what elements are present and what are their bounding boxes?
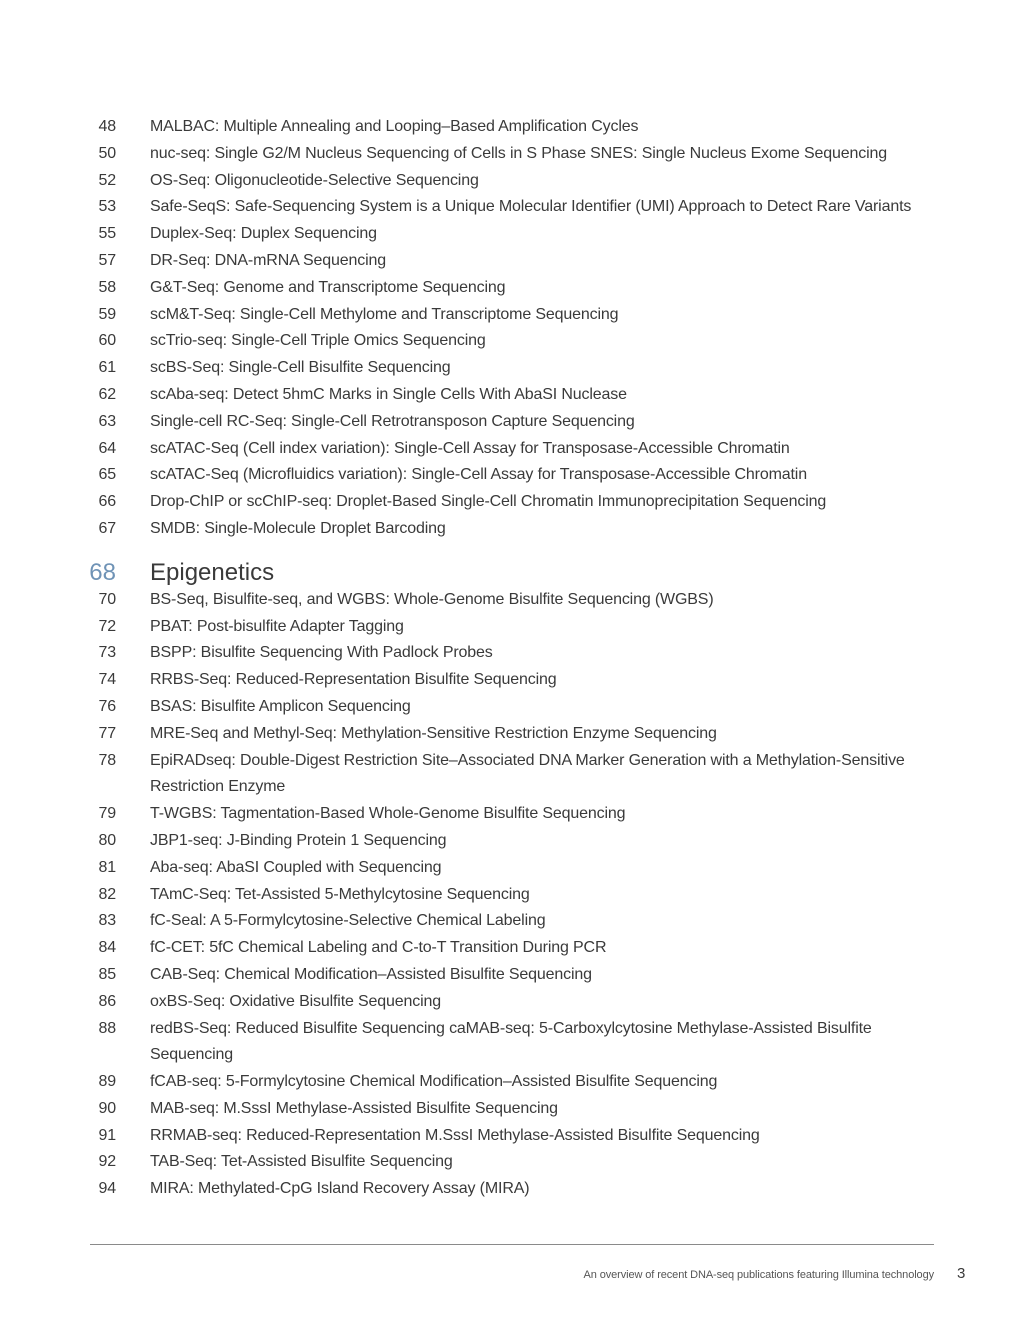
toc-list-section — [90, 587, 940, 1203]
toc-entry-title: TAB-Seq: Tet-Assisted Bisulfite Sequencing — [150, 1153, 453, 1171]
toc-entry[interactable] — [90, 614, 940, 641]
footer-text: An overview of recent DNA-seq publications featuring Illumina technology — [583, 1269, 934, 1281]
page-number: 3 — [957, 1265, 966, 1282]
toc-entry-title: scTrio-seq: Single-Cell Triple Omics Sequencing — [150, 332, 486, 350]
toc-entry-page: 59 — [98, 305, 116, 323]
toc-entry[interactable] — [90, 275, 940, 302]
toc-entry-page: 80 — [98, 831, 116, 849]
toc-entry-title: Safe-SeqS: Safe-Sequencing System is a Unique Molecular Identifier (UMI) Approach to Detect Rare Variants — [150, 198, 912, 216]
toc-entry-title: Drop-ChIP or scChIP-seq: Droplet-Based Single-Cell Chromatin Immunoprecipitation Sequencing — [150, 493, 827, 511]
toc-entry-title: EpiRADseq: Double-Digest Restriction Site–Associated DNA Marker Generation with a Methylation-Sensitive Restriction Enzyme — [150, 751, 905, 796]
toc-entry-title: BSPP: Bisulfite Sequencing With Padlock Probes — [150, 644, 493, 662]
toc-entry-page: 91 — [98, 1126, 116, 1144]
toc-entry[interactable] — [90, 489, 940, 516]
toc-entry[interactable] — [90, 328, 940, 355]
toc-entry-page: 63 — [98, 412, 116, 430]
toc-entry[interactable] — [90, 935, 940, 962]
toc-entry-title: fCAB-seq: 5-Formylcytosine Chemical Modification–Assisted Bisulfite Sequencing — [150, 1073, 718, 1091]
toc-entry[interactable] — [90, 801, 940, 828]
toc-entry[interactable] — [90, 1176, 940, 1203]
toc-entry-title: Single-cell RC-Seq: Single-Cell Retrotransposon Capture Sequencing — [150, 412, 635, 430]
toc-entry[interactable] — [90, 141, 940, 168]
toc-entry-title: RRMAB-seq: Reduced-Representation M.SssI Methylase-Assisted Bisulfite Sequencing — [150, 1126, 760, 1144]
toc-entry-page: 89 — [98, 1073, 116, 1091]
toc-entry-page: 72 — [98, 617, 116, 635]
toc-entry[interactable] — [90, 436, 940, 463]
toc-entry-page: 52 — [98, 171, 116, 189]
toc-entry-title: scATAC-Seq (Microfluidics variation): Single-Cell Assay for Transposase-Accessible Chromatin — [150, 466, 807, 484]
toc-entry[interactable] — [90, 462, 940, 489]
toc-entry-title: MRE-Seq and Methyl-Seq: Methylation-Sensitive Restriction Enzyme Sequencing — [150, 724, 717, 742]
toc-entry[interactable] — [90, 355, 940, 382]
toc-entry-page: 58 — [98, 278, 116, 296]
toc-entry-title: scAba-seq: Detect 5hmC Marks in Single Cells With AbaSI Nuclease — [150, 385, 627, 403]
toc-entry[interactable] — [90, 1149, 940, 1176]
toc-entry-title: fC-CET: 5fC Chemical Labeling and C-to-T Transition During PCR — [150, 939, 607, 957]
section-page-number: 68 — [89, 558, 116, 586]
toc-entry[interactable] — [90, 1123, 940, 1150]
toc-entry-page: 77 — [98, 724, 116, 742]
toc-entry-title: redBS-Seq: Reduced Bisulfite Sequencing caMAB-seq: 5-Carboxylcytosine Methylase-Assisted Bisulfite Sequencing — [150, 1019, 872, 1064]
toc-entry-page: 78 — [98, 751, 116, 769]
toc-entry-page: 60 — [98, 332, 116, 350]
toc-entry-page: 73 — [98, 644, 116, 662]
toc-entry[interactable] — [90, 989, 940, 1016]
toc-entry-page: 53 — [98, 198, 116, 216]
toc-entry[interactable] — [90, 587, 940, 614]
toc-entry-page: 50 — [98, 144, 116, 162]
toc-entry-page: 84 — [98, 939, 116, 957]
toc-entry[interactable] — [90, 1016, 940, 1070]
toc-entry-page: 67 — [98, 519, 116, 537]
toc-entry[interactable] — [90, 962, 940, 989]
toc-entry-title: PBAT: Post-bisulfite Adapter Tagging — [150, 617, 404, 635]
toc-entry-page: 85 — [98, 965, 116, 983]
toc-entry[interactable] — [90, 194, 940, 221]
toc-entry-title: G&T-Seq: Genome and Transcriptome Sequencing — [150, 278, 506, 296]
toc-entry[interactable] — [90, 721, 940, 748]
toc-entry-title: JBP1-seq: J-Binding Protein 1 Sequencing — [150, 831, 447, 849]
toc-entry[interactable] — [90, 694, 940, 721]
toc-entry-title: TAmC-Seq: Tet-Assisted 5-Methylcytosine Sequencing — [150, 885, 530, 903]
toc-entry-title: scATAC-Seq (Cell index variation): Single-Cell Assay for Transposase-Accessible Chromatin — [150, 439, 790, 457]
toc-entry-page: 88 — [98, 1019, 116, 1037]
section-title: Epigenetics — [150, 558, 275, 586]
toc-entry-title: MAB-seq: M.SssI Methylase-Assisted Bisulfite Sequencing — [150, 1099, 558, 1117]
toc-entry[interactable] — [90, 1069, 940, 1096]
toc-entry[interactable] — [90, 855, 940, 882]
toc-entry-page: 74 — [98, 671, 116, 689]
toc-entry[interactable] — [90, 248, 940, 275]
toc-entry-page: 65 — [98, 466, 116, 484]
toc-entry-page: 70 — [98, 590, 116, 608]
toc-entry-page: 62 — [98, 385, 116, 403]
toc-entry-title: Aba-seq: AbaSI Coupled with Sequencing — [150, 858, 442, 876]
toc-entry[interactable] — [90, 382, 940, 409]
footer-divider — [90, 1244, 934, 1245]
toc-entry-title: oxBS-Seq: Oxidative Bisulfite Sequencing — [150, 992, 442, 1010]
toc-entry-title: BSAS: Bisulfite Amplicon Sequencing — [150, 697, 411, 715]
toc-entry[interactable] — [90, 114, 940, 141]
toc-entry-title: T-WGBS: Tagmentation-Based Whole-Genome Bisulfite Sequencing — [150, 805, 626, 823]
toc-entry-title: MIRA: Methylated-CpG Island Recovery Assay (MIRA) — [150, 1180, 530, 1198]
toc-entry-title: scBS-Seq: Single-Cell Bisulfite Sequencing — [150, 359, 451, 377]
toc-entry-page: 55 — [98, 225, 116, 243]
toc-entry-title: scM&T-Seq: Single-Cell Methylome and Transcriptome Sequencing — [150, 305, 619, 323]
toc-entry-page: 90 — [98, 1099, 116, 1117]
toc-entry-title: Duplex-Seq: Duplex Sequencing — [150, 225, 377, 243]
toc-entry[interactable] — [90, 168, 940, 195]
toc-entry-title: DR-Seq: DNA-mRNA Sequencing — [150, 251, 387, 269]
toc-entry[interactable] — [90, 882, 940, 909]
toc-entry[interactable] — [90, 640, 940, 667]
toc-entry[interactable] — [90, 221, 940, 248]
toc-entry-page: 92 — [98, 1153, 116, 1171]
toc-entry-page: 82 — [98, 885, 116, 903]
toc-entry-title: nuc-seq: Single G2/M Nucleus Sequencing of Cells in S Phase SNES: Single Nucleus Exome Sequencing — [150, 144, 887, 162]
table-of-contents — [90, 114, 940, 1203]
toc-entry-page: 64 — [98, 439, 116, 457]
toc-entry-page: 94 — [98, 1180, 116, 1198]
toc-entry-page: 61 — [98, 359, 116, 377]
toc-entry-page: 48 — [98, 118, 116, 135]
toc-entry-title: RRBS-Seq: Reduced-Representation Bisulfite Sequencing — [150, 671, 557, 689]
toc-entry-page: 83 — [98, 912, 116, 930]
toc-entry-page: 76 — [98, 697, 116, 715]
toc-entry-title: OS-Seq: Oligonucleotide-Selective Sequencing — [150, 171, 479, 189]
toc-entry-title: fC-Seal: A 5-Formylcytosine-Selective Chemical Labeling — [150, 912, 546, 930]
toc-entry[interactable] — [90, 667, 940, 694]
toc-entry[interactable] — [90, 828, 940, 855]
toc-entry[interactable] — [90, 748, 940, 802]
toc-entry[interactable] — [90, 302, 940, 329]
toc-entry-title: BS-Seq, Bisulfite-seq, and WGBS: Whole-Genome Bisulfite Sequencing (WGBS) — [150, 590, 714, 608]
toc-entry[interactable] — [90, 409, 940, 436]
toc-entry-page: 86 — [98, 992, 116, 1010]
toc-entry[interactable] — [90, 908, 940, 935]
toc-entry[interactable] — [90, 1096, 940, 1123]
toc-entry-page: 57 — [98, 251, 116, 269]
toc-entry-page: 79 — [98, 805, 116, 823]
section-heading — [90, 559, 940, 587]
toc-entry-title: SMDB: Single-Molecule Droplet Barcoding — [150, 519, 446, 537]
toc-entry[interactable] — [90, 516, 940, 543]
toc-entry-title: MALBAC: Multiple Annealing and Looping–Based Amplification Cycles — [150, 118, 639, 135]
toc-entry-page: 81 — [98, 858, 116, 876]
toc-list-top — [90, 114, 940, 543]
toc-entry-page: 66 — [98, 493, 116, 511]
toc-entry-title: CAB-Seq: Chemical Modification–Assisted Bisulfite Sequencing — [150, 965, 592, 983]
